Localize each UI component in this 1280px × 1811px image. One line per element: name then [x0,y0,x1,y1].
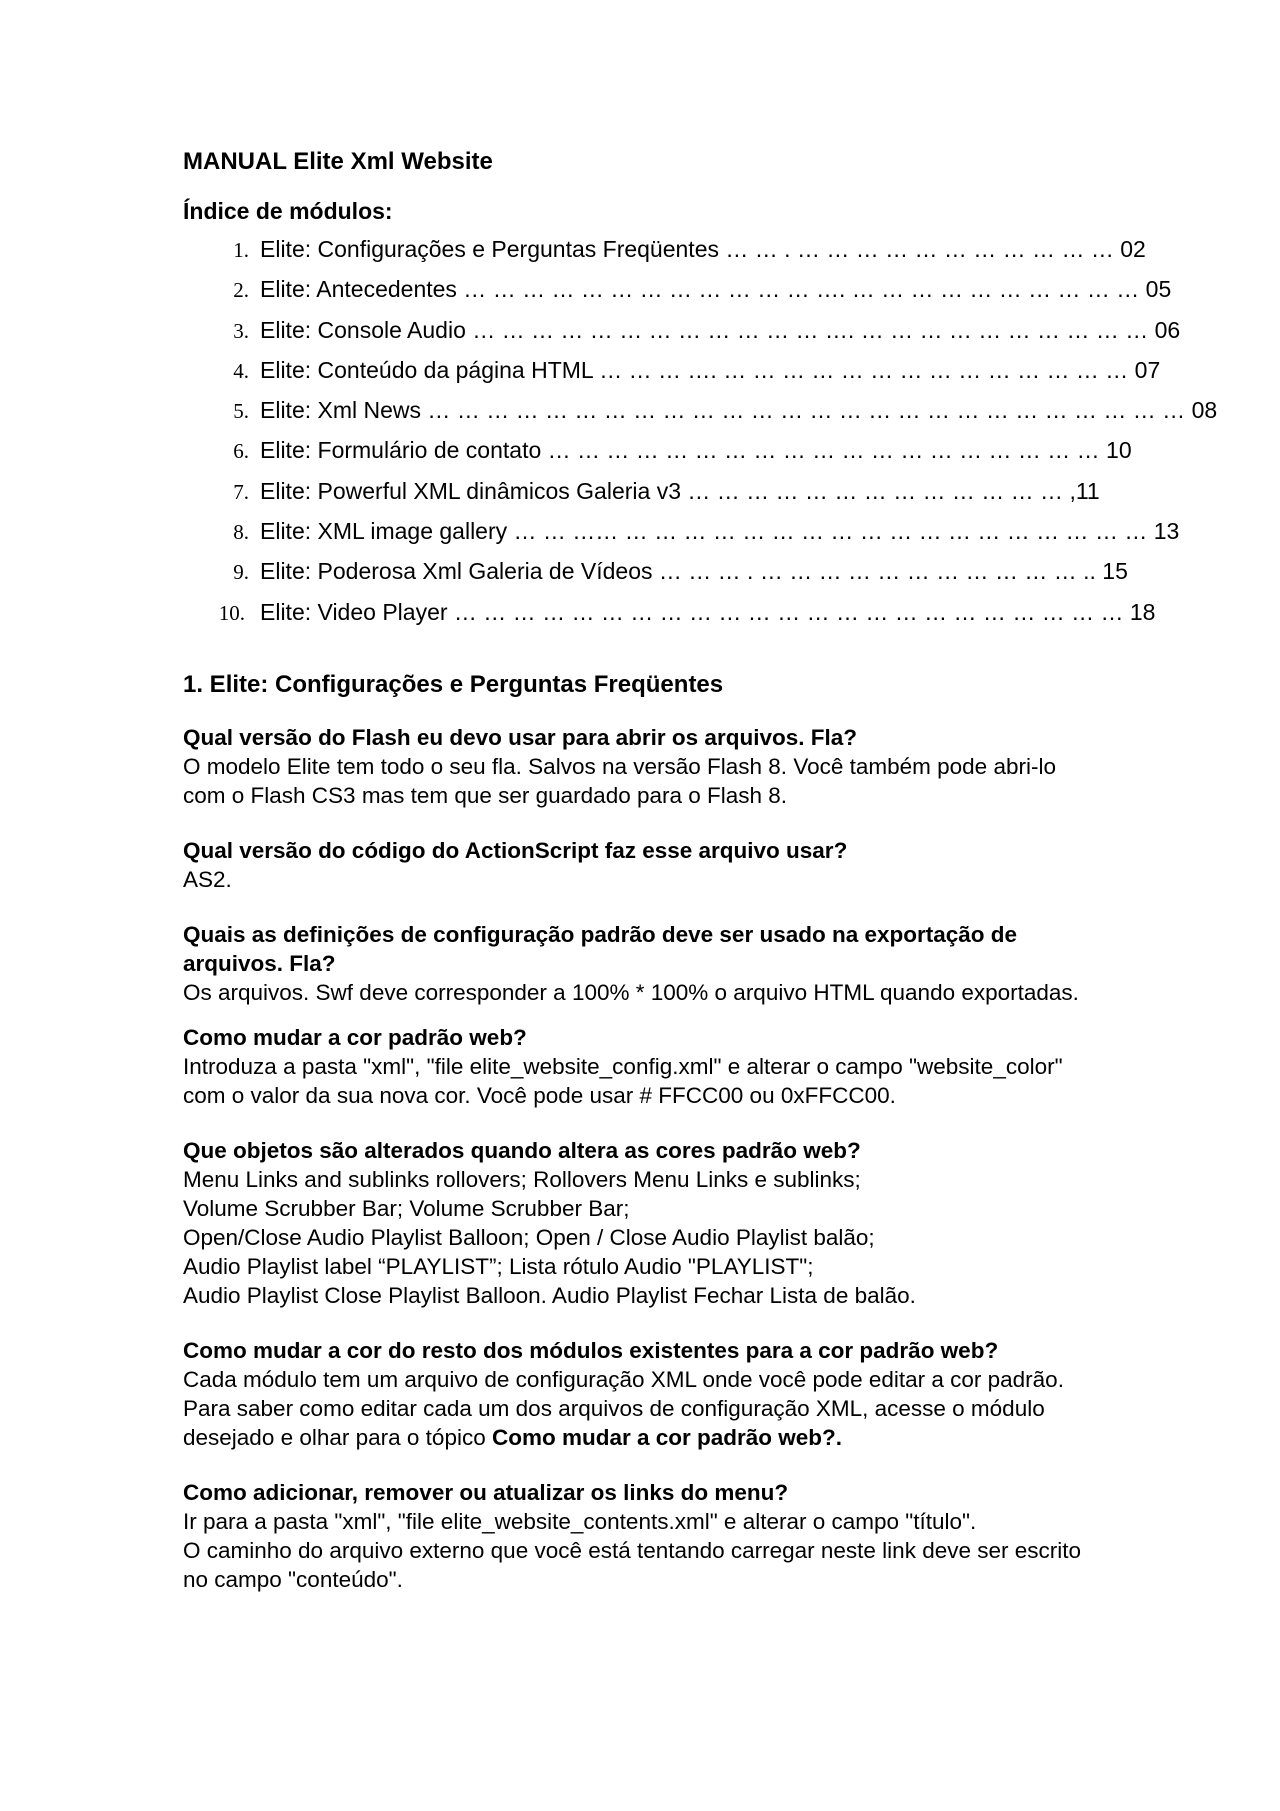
faq-answer-line: Menu Links and sublinks rollovers; Rollovers Menu Links e sublinks; [183,1166,861,1192]
toc-entry [183,556,1128,596]
toc-entry-number: 10. [218,600,245,625]
faq-item [183,920,1103,1007]
toc-entry-text: Elite: Formulário de contato … … … … … … … … … … … … … … … … … … … 10 [260,437,1132,464]
faq-answer-line: Ir para a pasta "xml", "file elite_website_contents.xml" e alterar o campo "título". [183,1508,977,1534]
faq-question: Como mudar a cor do resto dos módulos existentes para a cor padrão web? [183,1337,999,1363]
faq-answer [183,1365,1103,1452]
toc-heading: Índice de módulos: [183,198,393,224]
faq-item [183,1478,1103,1594]
toc-entry-text: Elite: Video Player … … … … … … … … … … … … … … … … … … … … … … … 18 [260,598,1156,625]
faq-answer-line: Open/Close Audio Playlist Balloon; Open / Close Audio Playlist balão; [183,1224,875,1250]
toc-entry-text: Elite: Configurações e Perguntas Freqüentes … … . … … … … … … … … … … … 02 [260,236,1146,262]
toc-entry-number: 8. [233,520,249,545]
faq-answer-line: O caminho do arquivo externo que você está tentando carregar neste link deve ser escrito no campo "conteúdo". [183,1537,1082,1592]
toc-entry-number: 5. [233,399,249,424]
toc-entry-number: 7. [233,479,249,504]
toc-entry-text: Elite: Xml News … … … … … … … … … … … … … … … … … … … … … … … … … … 08 [260,397,1218,424]
toc-entry-text: Elite: Powerful XML dinâmicos Galeria v3 … … … … … … … … … … … … … ,11 [260,477,1100,504]
faq-answer-line: Audio Playlist label “PLAYLIST”; Lista rótulo Audio "PLAYLIST"; [183,1253,814,1279]
faq-question: Qual versão do Flash eu devo usar para abrir os arquivos. Fla? [183,724,857,750]
toc-entry [183,395,1218,435]
faq-answer: Os arquivos. Swf deve corresponder a 100% * 100% o arquivo HTML quando exportadas. [183,979,1079,1005]
toc-entry [183,516,1180,556]
toc-entry-text: Elite: Conteúdo da página HTML … … … …. … … … … … … … … … … … … … … 07 [260,356,1161,383]
toc-entry [183,234,1146,274]
document-title: MANUAL Elite Xml Website [183,148,493,175]
faq-answer: Introduza a pasta "xml", "file elite_website_config.xml" e alterar o campo "website_color" com o valor da sua nova cor. Você pode usar # FFCC00 ou 0xFFCC00. [183,1053,1063,1108]
toc-entry-number: 4. [233,358,249,383]
faq-answer: AS2. [183,866,232,892]
toc-entry-text: Elite: Poderosa Xml Galeria de Vídeos … … … . … … … … … … … … … … … .. 15 [260,558,1128,585]
toc-entry-number: 9. [233,560,249,585]
faq-answer-text: Cada módulo tem um arquivo de configuração XML onde você pode editar a cor padrão. Para saber como editar cada um dos arquivos de configuração XML, acesse o módulo desejado e olhar para o tópico [183,1366,1064,1450]
toc-entry-number: 3. [233,318,249,343]
faq-item [183,723,1103,810]
faq-question: Como mudar a cor padrão web? [183,1024,527,1050]
faq-item [183,1136,1103,1310]
document-content [183,146,1218,1610]
table-of-contents [183,234,1218,637]
toc-entry-text: Elite: XML image gallery … … …… … … … … … … … … … … … … … … … … … … 13 [260,518,1180,545]
toc-entry [183,476,1103,516]
faq-answer-topic-reference: Como mudar a cor padrão web?. [491,1424,843,1450]
toc-entry [183,355,1161,395]
toc-entry [183,315,1181,355]
faq-answer: O modelo Elite tem todo o seu fla. Salvos na versão Flash 8. Você também pode abri-lo com o Flash CS3 mas tem que ser guardado para o Flash 8. [183,753,1056,808]
toc-entry-number: 6. [233,439,249,464]
faq-question: Qual versão do código do ActionScript faz esse arquivo usar? [183,837,848,863]
faq-item [183,1023,1103,1110]
toc-entry [183,597,1156,637]
toc-entry-text: Elite: Antecedentes … … … … … … … … … … … … …. … … … … … … … … … … 05 [260,276,1172,303]
toc-entry-number: 1. [233,238,249,262]
faq-answer-line: Volume Scrubber Bar; Volume Scrubber Bar; [183,1195,630,1221]
faq-answer-line: Audio Playlist Close Playlist Balloon. Audio Playlist Fechar Lista de balão. [183,1282,916,1308]
toc-entry [183,274,1172,314]
toc-entry [183,435,1132,475]
faq-question: Como adicionar, remover ou atualizar os links do menu? [183,1479,789,1505]
faq-question: Que objetos são alterados quando altera as cores padrão web? [183,1137,861,1163]
faq-item [183,1336,1103,1452]
faq-item [183,836,1103,894]
toc-entry-number: 2. [233,278,249,303]
section-title: 1. Elite: Configurações e Perguntas Freqüentes [183,670,724,698]
faq-question: Quais as definições de configuração padrão deve ser usado na exportação de arquivos. Fla? [183,921,1018,976]
toc-entry-text: Elite: Console Audio … … … … … … … … … … … … …. … … … … … … … … … … 06 [260,316,1181,343]
